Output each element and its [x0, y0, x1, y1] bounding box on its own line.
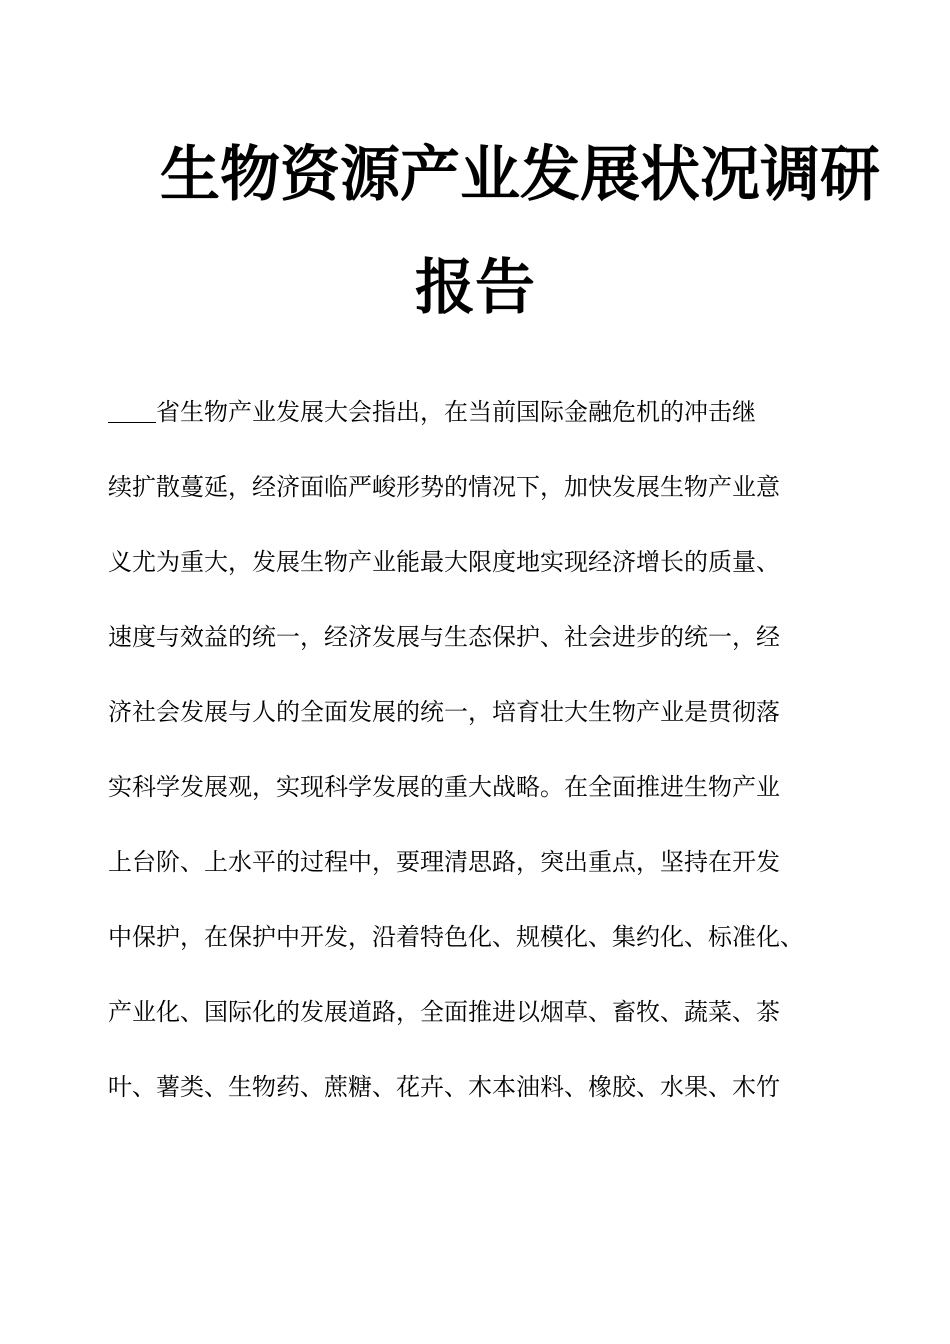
document-title-line-1: 生物资源产业发展状况调研 [160, 140, 880, 210]
body-line-8: 中保护，在保护中开发，沿着特色化、规模化、集约化、标准化、 [108, 923, 804, 951]
body-line-2: 续扩散蔓延，经济面临严峻形势的情况下，加快发展生物产业意 [108, 473, 780, 501]
body-line-9: 产业化、国际化的发展道路，全面推进以烟草、畜牧、蔬菜、茶 [108, 998, 780, 1026]
body-line-4: 速度与效益的统一，经济发展与生态保护、社会进步的统一，经 [108, 623, 780, 651]
body-line-1: ＿＿省生物产业发展大会指出，在当前国际金融危机的冲击继 [108, 398, 756, 426]
body-line-5: 济社会发展与人的全面发展的统一，培育壮大生物产业是贯彻落 [108, 698, 780, 726]
body-line-6: 实科学发展观，实现科学发展的重大战略。在全面推进生物产业 [108, 773, 780, 801]
body-line-3: 义尤为重大，发展生物产业能最大限度地实现经济增长的质量、 [108, 548, 780, 576]
document-title-line-2: 报告 [415, 253, 535, 323]
body-line-7: 上台阶、上水平的过程中，要理清思路，突出重点，坚持在开发 [108, 848, 780, 876]
body-line-10: 叶、薯类、生物药、蔗糖、花卉、木本油料、橡胶、水果、木竹 [108, 1073, 780, 1101]
